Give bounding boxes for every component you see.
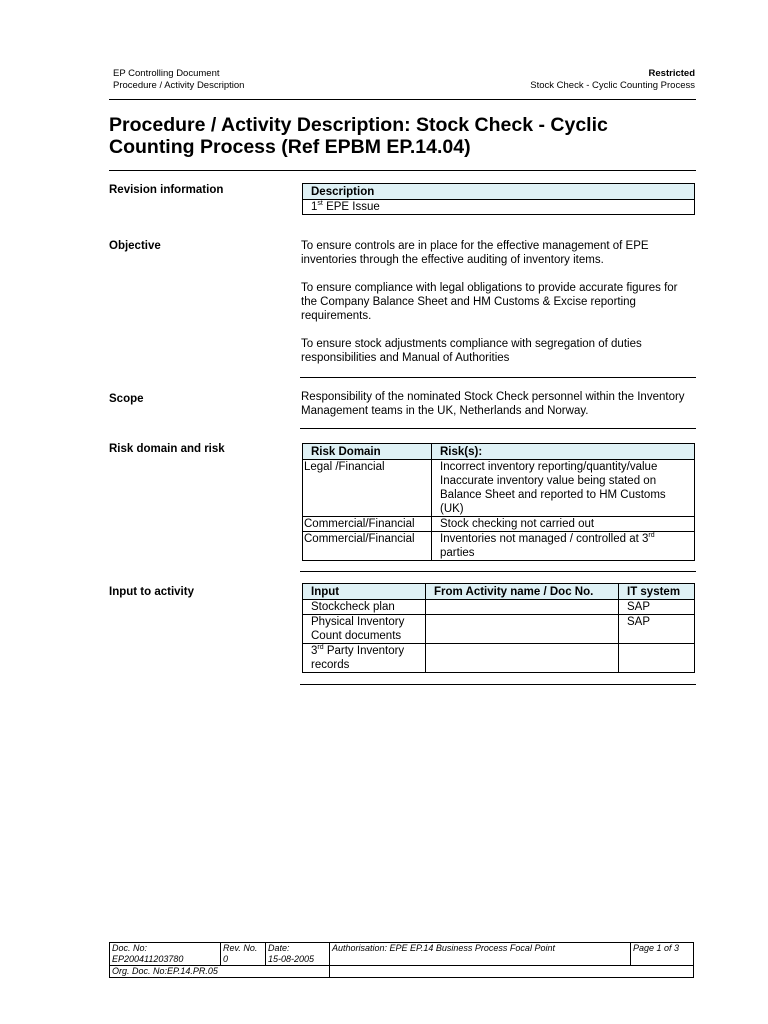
scope-label: Scope <box>109 393 144 405</box>
doc-no-label: Doc. No: <box>112 943 148 953</box>
table-row <box>303 644 695 673</box>
risk-cell: Inventories not managed / controlled at 3rd parties <box>432 532 695 561</box>
objective-para-3: To ensure stock adjustments compliance with segregation of duties responsibilities and Manual of Authorities <box>301 338 642 364</box>
risk-domain-cell: Commercial/Financial <box>303 532 432 561</box>
header-left <box>113 68 244 92</box>
from-activity-cell <box>426 600 619 615</box>
risks-header: Risk(s): <box>432 444 695 460</box>
header-doc-name: Stock Check - Cyclic Counting Process <box>530 80 695 91</box>
input-cell: 3rd Party Inventory records <box>303 644 426 673</box>
input-header: Input <box>303 584 426 600</box>
it-system-header: IT system <box>619 584 695 600</box>
input-divider <box>300 684 696 685</box>
it-system-cell <box>619 644 695 673</box>
date-label: Date: <box>268 943 290 953</box>
table-row <box>303 517 695 532</box>
from-activity-header: From Activity name / Doc No. <box>426 584 619 600</box>
doc-no-value: EP200411203780 <box>112 954 184 964</box>
revision-label: Revision information <box>109 184 224 196</box>
objective-label: Objective <box>109 240 161 252</box>
rev-no-cell <box>221 943 266 966</box>
footer-table <box>109 942 694 978</box>
rev-no-value: 0 <box>223 954 229 964</box>
title-divider <box>109 170 696 171</box>
header-doc-subtype: Procedure / Activity Description <box>113 80 245 91</box>
scope-divider <box>300 428 696 429</box>
header-doc-type: EP Controlling Document <box>113 68 220 79</box>
footer-empty-cell <box>330 966 694 978</box>
objective-divider <box>300 377 696 378</box>
input-label: Input to activity <box>109 586 194 598</box>
risk-domain-cell: Commercial/Financial <box>303 517 432 532</box>
risk-cell: Stock checking not carried out <box>432 517 695 532</box>
objective-text <box>301 239 696 379</box>
risk-domain-header: Risk Domain <box>303 444 432 460</box>
classification-label: Restricted <box>648 68 695 79</box>
revision-cell: 1st EPE Issue <box>303 200 695 215</box>
input-cell: Stockcheck plan <box>303 600 426 615</box>
it-system-cell: SAP <box>619 615 695 644</box>
org-doc-no-cell: Org. Doc. No:EP.14.PR.05 <box>110 966 330 978</box>
input-cell: Physical Inventory Count documents <box>303 615 426 644</box>
page-number-cell: Page 1 of 3 <box>631 943 694 966</box>
rev-no-label: Rev. No. <box>223 943 258 953</box>
doc-no-cell <box>110 943 221 966</box>
risk-domain-cell: Legal /Financial <box>303 460 432 517</box>
table-row <box>303 615 695 644</box>
header-divider <box>109 99 696 100</box>
date-value: 15-08-2005 <box>268 954 315 964</box>
risk-table <box>302 443 695 561</box>
table-row <box>303 532 695 561</box>
scope-text: Responsibility of the nominated Stock Check personnel within the Inventory Management teams in the UK, Netherlands and Norway. <box>301 391 685 417</box>
from-activity-cell <box>426 644 619 673</box>
page-title: Procedure / Activity Description: Stock Check - Cyclic Counting Process (Ref EPBM EP.14.04) <box>109 114 608 158</box>
input-table <box>302 583 695 673</box>
objective-para-1: To ensure controls are in place for the effective management of EPE inventories through the effective auditing of inventory items. <box>301 240 649 266</box>
objective-para-2: To ensure compliance with legal obligations to provide accurate figures for the Company Balance Sheet and HM Customs & Excise reporting requirements. <box>301 282 678 322</box>
it-system-cell: SAP <box>619 600 695 615</box>
revision-header: Description <box>303 184 695 200</box>
header-right <box>530 68 695 92</box>
risk-cell: Incorrect inventory reporting/quantity/value Inaccurate inventory value being stated on Balance Sheet and reported to HM Customs (UK) <box>432 460 695 517</box>
table-row <box>303 600 695 615</box>
table-row <box>303 460 695 517</box>
from-activity-cell <box>426 615 619 644</box>
revision-table <box>302 183 695 215</box>
risk-divider <box>300 571 696 572</box>
date-cell <box>266 943 330 966</box>
risk-label: Risk domain and risk <box>109 443 225 455</box>
authorisation-cell: Authorisation: EPE EP.14 Business Process Focal Point <box>330 943 631 966</box>
table-row <box>303 200 695 215</box>
